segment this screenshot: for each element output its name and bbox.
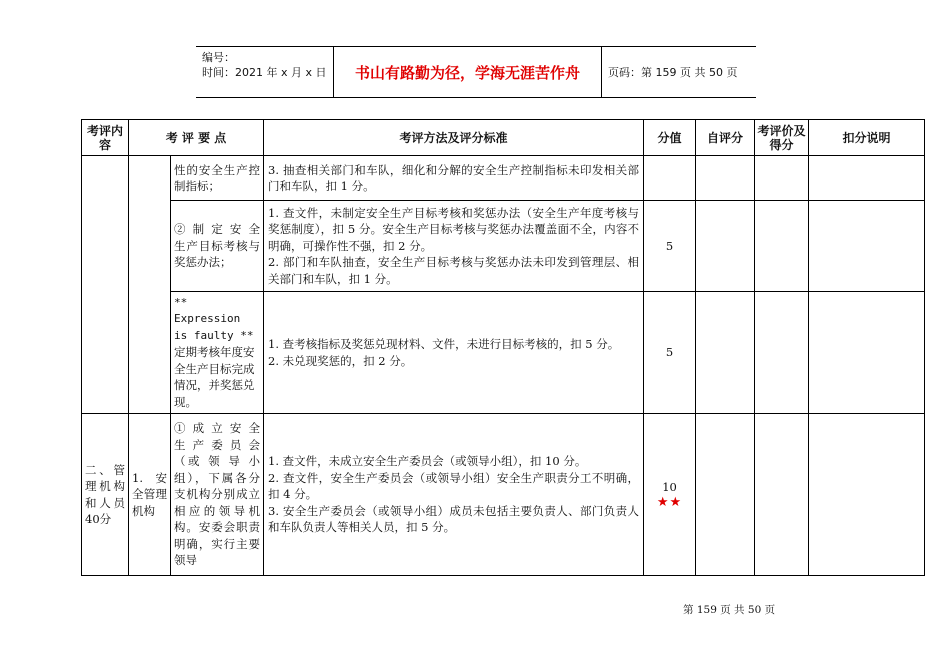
header-motto: 书山有路勤为径，学海无涯苦作舟 xyxy=(354,63,580,82)
header-meta xyxy=(202,50,327,80)
item-cell xyxy=(129,156,171,414)
point-code: ** Expression is faulty ** xyxy=(174,295,254,342)
criteria-line: 1. 查考核指标及奖惩兑现材料、文件，未进行目标考核的，扣 5 分。 xyxy=(268,337,620,351)
score-cell xyxy=(644,156,696,201)
point-cell xyxy=(171,292,264,414)
score-cell: 5 xyxy=(644,292,696,414)
criteria-line: 2. 部门和车队抽查，安全生产目标考核与奖惩办法未印发到管理层、相关部门和车队，扣 1 分。 xyxy=(268,255,640,286)
table-header-row xyxy=(82,120,925,156)
criteria-line: 2. 查文件，安全生产委员会（或领导小组）安全生产职责分工不明确，扣 4 分。 xyxy=(268,470,640,502)
point-text: 定期考核年度安全生产目标完成情况，并奖惩兑现。 xyxy=(174,345,255,409)
star-icon: ★★ xyxy=(656,494,683,510)
criteria-line: 3. 抽查相关部门和车队，细化和分解的安全生产控制指标未印发相关部门和车队，扣 1 分。 xyxy=(268,162,640,193)
point-cell: ① 成 立 安 全 生 产 委 员 会（或 领 导 小 组），下属各分支机构分别成立相应的领导机构。安委会职责明确，实行主要领导 xyxy=(171,414,264,576)
eval-score-cell xyxy=(755,156,809,201)
deduct-note-cell xyxy=(809,156,925,201)
time-label: 时间：2021 年 x 月 x 日 xyxy=(202,66,327,79)
deduct-note-cell xyxy=(809,201,925,292)
header-method: 考评方法及评分标准 xyxy=(264,120,644,156)
header-score: 分值 xyxy=(644,120,696,156)
table-row xyxy=(82,156,925,201)
page-footer: 第 159 页 共 50 页 xyxy=(683,604,776,616)
self-score-cell xyxy=(696,156,755,201)
table-row xyxy=(82,414,925,576)
evaluation-table xyxy=(81,119,925,576)
item-cell: 1. 安全管理机构 xyxy=(129,414,171,576)
header-self: 自评分 xyxy=(696,120,755,156)
header-deduct: 扣分说明 xyxy=(809,120,925,156)
deduct-note-cell xyxy=(809,292,925,414)
criteria-line: 2. 未兑现奖惩的，扣 2 分。 xyxy=(268,353,413,368)
criteria-line: 3. 安全生产委员会（或领导小组）成员未包括主要负责人、部门负责人和车队负责人等相关人员，扣 5 分。 xyxy=(268,503,640,535)
criteria-cell xyxy=(264,414,644,576)
eval-score-cell xyxy=(755,414,809,576)
self-score-cell xyxy=(696,414,755,576)
score-cell xyxy=(644,414,696,576)
criteria-cell xyxy=(264,292,644,414)
eval-score-cell xyxy=(755,201,809,292)
number-label: 编号： xyxy=(202,51,235,64)
criteria-line: 1. 查文件，未制定安全生产目标考核和奖惩办法（安全生产年度考核与奖惩制度），扣 5 分。安全生产目标考核与奖惩办法覆盖面不全，内容不明确，可操作性不强，扣 2 分。 xyxy=(268,205,640,253)
table-row xyxy=(82,292,925,414)
self-score-cell xyxy=(696,201,755,292)
criteria-cell xyxy=(264,201,644,292)
content-cell xyxy=(82,156,129,414)
deduct-note-cell xyxy=(809,414,925,576)
header-content: 考评内容 xyxy=(82,120,129,156)
header-eval: 考评价及得分 xyxy=(755,120,809,156)
header-divider xyxy=(601,47,602,97)
criteria-line: 1. 查文件，未成立安全生产委员会（或领导小组），扣 10 分。 xyxy=(268,454,587,469)
page-header xyxy=(196,46,756,98)
content-cell: 二、管理机构和人员 40分 xyxy=(82,414,129,576)
header-points: 考 评 要 点 xyxy=(129,120,264,156)
self-score-cell xyxy=(696,292,755,414)
header-page-label: 页码：第 159 页 共 50 页 xyxy=(608,66,738,79)
score-value: 10 xyxy=(662,480,677,495)
eval-score-cell xyxy=(755,292,809,414)
table-row xyxy=(82,201,925,292)
criteria-cell xyxy=(264,156,644,201)
point-cell: 性的安全生产控制指标； xyxy=(171,156,264,201)
score-cell: 5 xyxy=(644,201,696,292)
point-cell: ② 制 定 安 全 生产目标考核与奖惩办法； xyxy=(171,201,264,292)
